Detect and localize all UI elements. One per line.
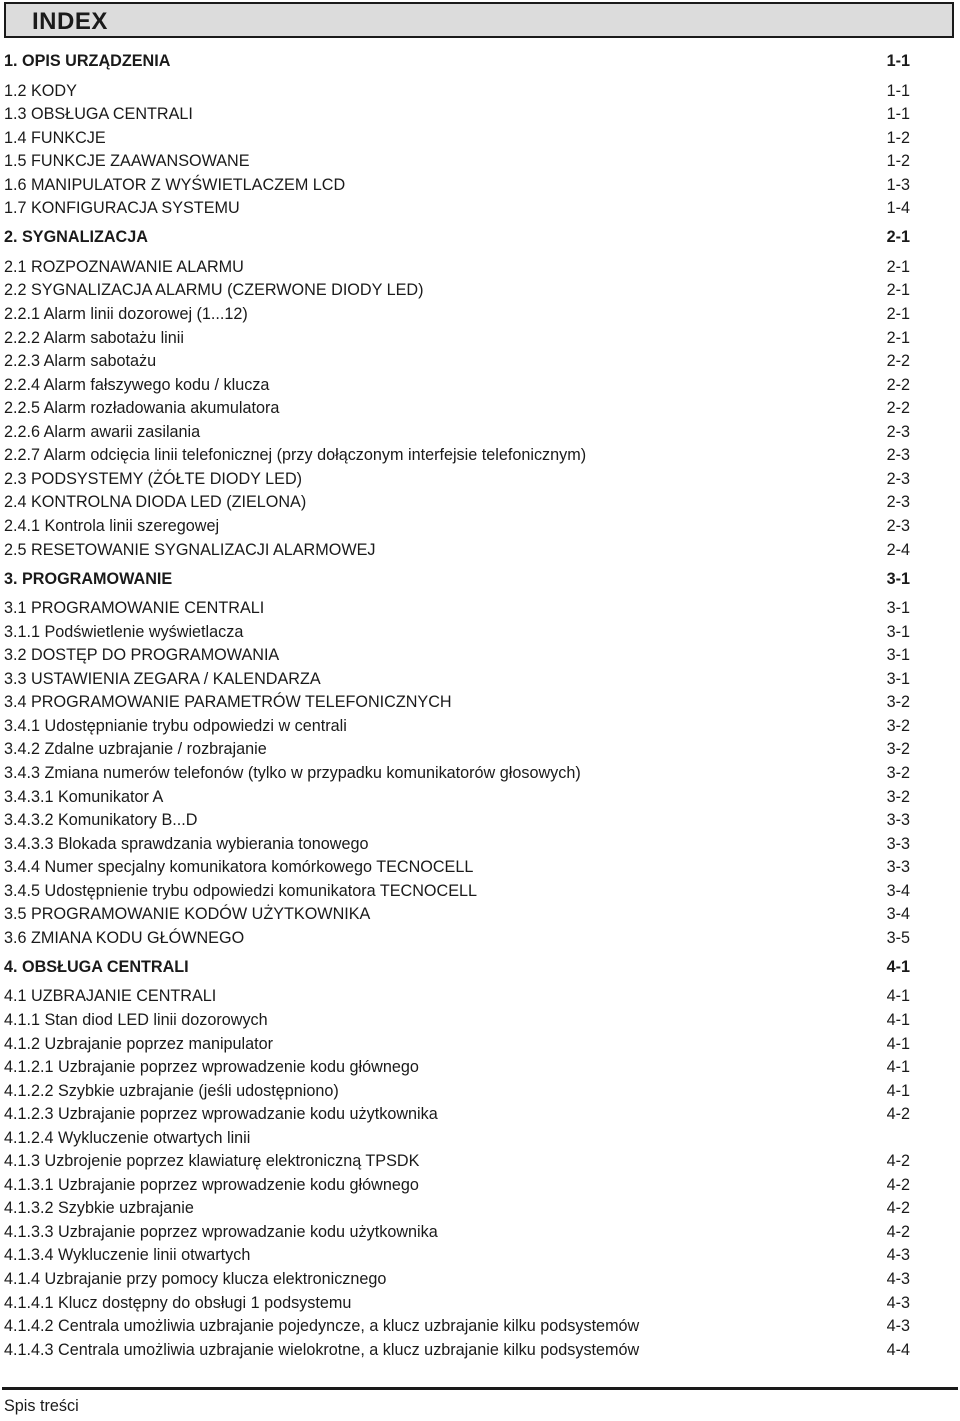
toc-entry-title: 3.1 PROGRAMOWANIE CENTRALI xyxy=(4,599,265,618)
toc-row xyxy=(4,150,910,172)
toc-page-number: 2-3 xyxy=(886,469,910,488)
toc-row xyxy=(4,1150,910,1172)
toc-row xyxy=(4,715,910,737)
toc-row xyxy=(4,1033,910,1055)
toc-page-number: 2-1 xyxy=(886,305,910,323)
toc-page-number: 1-2 xyxy=(886,152,910,171)
toc-row xyxy=(4,174,910,196)
toc-row xyxy=(4,927,910,949)
toc-entry-title: 3. PROGRAMOWANIE xyxy=(4,569,173,588)
toc-page-number: 2-2 xyxy=(886,375,910,394)
toc-row xyxy=(4,597,910,619)
toc-entry-title: 3.4.3.2 Komunikatory B...D xyxy=(4,811,198,830)
toc-row xyxy=(4,1056,910,1078)
toc-page-number: 3-2 xyxy=(886,740,910,759)
toc-entry-title: 3.4 PROGRAMOWANIE PARAMETRÓW TELEFONICZNYCH xyxy=(4,693,452,712)
toc-page-number: 1-1 xyxy=(886,81,910,100)
toc-row xyxy=(4,515,910,537)
toc-page-number: 4-4 xyxy=(886,1340,910,1359)
toc-entry-title: 3.4.5 Udostępnienie trybu odpowiedzi komunikatora TECNOCELL xyxy=(4,881,477,900)
toc-row xyxy=(4,1244,910,1266)
toc-entry-title: 4. OBSŁUGA CENTRALI xyxy=(4,957,189,976)
toc-row xyxy=(4,421,910,443)
toc-entry-title: 4.1.4.2 Centrala umożliwia uzbrajanie pojedyncze, a klucz uzbrajanie kilku podsystemów xyxy=(4,1317,640,1336)
toc-entry-title: 4.1.3.2 Szybkie uzbrajanie xyxy=(4,1199,194,1218)
toc-row xyxy=(4,833,910,855)
toc-row xyxy=(4,127,910,149)
toc-entry-title: 4.1.2.1 Uzbrajanie poprzez wprowadzenie kodu głównego xyxy=(4,1058,419,1077)
toc-row xyxy=(4,691,910,713)
toc-row xyxy=(4,644,910,666)
toc-page-number: 3-2 xyxy=(886,693,910,712)
toc-page-number: 4-1 xyxy=(886,957,910,976)
toc-row xyxy=(4,1127,910,1149)
toc-row xyxy=(4,1268,910,1290)
footer-label: Spis treści xyxy=(4,1397,79,1415)
toc-row xyxy=(4,985,910,1007)
toc-entry-title: 3.4.2 Zdalne uzbrajanie / rozbrajanie xyxy=(4,740,267,759)
toc-entry-title: 2.2 SYGNALIZACJA ALARMU (CZERWONE DIODY LED) xyxy=(4,281,424,300)
toc-entry-title: 2.3 PODSYSTEMY (ŻÓŁTE DIODY LED) xyxy=(4,469,303,488)
toc-page-number: 4-1 xyxy=(886,1081,910,1100)
toc-entry-title: 2.1 ROZPOZNAWANIE ALARMU xyxy=(4,257,244,276)
toc-page-number: 2-1 xyxy=(886,281,910,300)
toc-section-row xyxy=(4,956,910,978)
toc-page-number: 2-1 xyxy=(886,328,910,347)
toc-row xyxy=(4,80,910,102)
toc-entry-title: 1.2 KODY xyxy=(4,81,77,100)
toc-page-number: 2-2 xyxy=(886,352,910,371)
toc-row xyxy=(4,1197,910,1219)
toc-page-number: 4-1 xyxy=(886,1034,910,1053)
toc-entry-title: 4.1.1 Stan diod LED linii dozorowych xyxy=(4,1010,268,1029)
toc-row xyxy=(4,350,910,372)
toc-page-number: 1-1 xyxy=(886,105,910,124)
index-title: INDEX xyxy=(32,8,108,35)
toc-page-number: 2-1 xyxy=(886,257,910,276)
toc-row xyxy=(4,468,910,490)
toc-row xyxy=(4,903,910,925)
toc-page-number: 3-3 xyxy=(886,811,910,830)
toc-page-number: 4-3 xyxy=(886,1246,910,1265)
toc-page-number: 2-2 xyxy=(886,399,910,418)
toc-entry-title: 4.1.3.3 Uzbrajanie poprzez wprowadzanie kodu użytkownika xyxy=(4,1222,438,1241)
toc-entry-title: 4.1.4 Uzbrajanie przy pomocy klucza elektronicznego xyxy=(4,1270,387,1288)
toc-entry-title: 4.1.3 Uzbrojenie poprzez klawiaturę elektroniczną TPSDK xyxy=(4,1152,420,1171)
toc-page-number: 3-1 xyxy=(886,669,910,688)
toc-row xyxy=(4,327,910,349)
toc-entry-title: 1.4 FUNKCJE xyxy=(4,128,106,147)
toc-page-number: 3-4 xyxy=(886,881,910,900)
toc-entry-title: 2.2.6 Alarm awarii zasilania xyxy=(4,422,201,441)
toc-row xyxy=(4,256,910,278)
toc-page-number: 3-2 xyxy=(886,716,910,735)
toc-page-number: 3-4 xyxy=(886,905,910,924)
toc-entry-title: 1.6 MANIPULATOR Z WYŚWIETLACZEM LCD xyxy=(4,175,346,194)
toc-row xyxy=(4,668,910,690)
toc-entry-title: 4.1.3.4 Wykluczenie linii otwartych xyxy=(4,1246,251,1265)
toc-entry-title: 4.1.2.4 Wykluczenie otwartych linii xyxy=(4,1128,251,1147)
toc-page-number: 1-2 xyxy=(886,128,910,147)
toc-entry-title: 4.1.2 Uzbrajanie poprzez manipulator xyxy=(4,1034,274,1053)
toc-row xyxy=(4,397,910,419)
toc-row xyxy=(4,762,910,784)
toc-section-row xyxy=(4,226,910,248)
index-header xyxy=(4,2,954,38)
toc-page-number: 2-3 xyxy=(886,516,910,535)
toc-entry-title: 2. SYGNALIZACJA xyxy=(4,228,148,247)
toc-row xyxy=(4,786,910,808)
toc-section-row xyxy=(4,568,910,590)
toc-page-number: 3-2 xyxy=(886,763,910,782)
toc-page-number: 4-2 xyxy=(886,1222,910,1241)
toc-page-number: 3-1 xyxy=(886,622,910,641)
toc-entry-title: 4.1.4.3 Centrala umożliwia uzbrajanie wielokrotne, a klucz uzbrajanie kilku podsystemów xyxy=(4,1340,640,1359)
toc-page-number: 1-3 xyxy=(886,175,910,194)
toc-page-number: 4-2 xyxy=(886,1199,910,1218)
toc-row xyxy=(4,809,910,831)
toc-entry-title: 3.2 DOSTĘP DO PROGRAMOWANIA xyxy=(4,646,280,665)
toc-row xyxy=(4,374,910,396)
toc-entry-title: 2.2.4 Alarm fałszywego kodu / klucza xyxy=(4,375,270,394)
toc-entry-title: 3.4.4 Numer specjalny komunikatora komórkowego TECNOCELL xyxy=(4,858,474,877)
toc-row xyxy=(4,1080,910,1102)
toc-entry-title: 2.2.3 Alarm sabotażu xyxy=(4,352,157,371)
toc-entry-title: 4.1 UZBRAJANIE CENTRALI xyxy=(4,987,217,1006)
toc-row xyxy=(4,539,910,561)
toc-page-number: 3-1 xyxy=(886,646,910,665)
toc-page-number: 4-1 xyxy=(886,1058,910,1077)
toc-row xyxy=(4,1315,910,1337)
toc-page-number: 3-2 xyxy=(886,787,910,806)
toc-entry-title: 3.4.3.3 Blokada sprawdzania wybierania tonowego xyxy=(4,834,369,853)
toc-row xyxy=(4,1292,910,1314)
toc-row xyxy=(4,1174,910,1196)
toc-entry-title: 4.1.2.3 Uzbrajanie poprzez wprowadzanie kodu użytkownika xyxy=(4,1105,438,1124)
toc-row xyxy=(4,303,910,325)
toc-row xyxy=(4,738,910,760)
toc-row xyxy=(4,1103,910,1125)
toc-row xyxy=(4,444,910,466)
toc-entry-title: 2.2.2 Alarm sabotażu linii xyxy=(4,328,184,347)
toc-entry-title: 2.5 RESETOWANIE SYGNALIZACJI ALARMOWEJ xyxy=(4,540,376,559)
toc-entry-title: 3.4.3 Zmiana numerów telefonów (tylko w przypadku komunikatorów głosowych) xyxy=(4,763,581,782)
toc-page-number: 3-1 xyxy=(886,599,910,618)
toc-row xyxy=(4,621,910,643)
toc-entry-title: 1.5 FUNKCJE ZAAWANSOWANE xyxy=(4,152,250,171)
toc-row xyxy=(4,1009,910,1031)
toc-page-number: 3-3 xyxy=(886,858,910,877)
toc-page-number: 4-3 xyxy=(886,1317,910,1336)
toc-row xyxy=(4,1221,910,1243)
toc-page-number: 2-3 xyxy=(886,422,910,441)
toc-page-number: 3-1 xyxy=(886,569,910,588)
toc-page-number: 4-1 xyxy=(886,1010,910,1029)
toc-page-number: 1-4 xyxy=(886,199,910,218)
toc-row xyxy=(4,279,910,301)
toc-row xyxy=(4,103,910,125)
toc-entry-title: 3.4.3.1 Komunikator A xyxy=(4,787,164,806)
toc-entry-title: 2.4 KONTROLNA DIODA LED (ZIELONA) xyxy=(4,493,307,512)
toc-page-number: 4-1 xyxy=(886,987,910,1006)
toc-entry-title: 1. OPIS URZĄDZENIA xyxy=(4,52,171,70)
toc-entry-title: 4.1.3.1 Uzbrajanie poprzez wprowadzenie kodu głównego xyxy=(4,1175,419,1194)
toc-entry-title: 3.5 PROGRAMOWANIE KODÓW UŻYTKOWNIKA xyxy=(4,905,371,924)
toc-entry-title: 2.2.7 Alarm odcięcia linii telefonicznej (przy dołączonym interfejsie telefonicznym) xyxy=(4,446,587,465)
toc-page-number: 4-2 xyxy=(886,1152,910,1171)
toc-entry-title: 3.4.1 Udostępnianie trybu odpowiedzi w centrali xyxy=(4,716,347,735)
footer-divider xyxy=(2,1387,958,1390)
toc-page-number: 4-3 xyxy=(886,1270,910,1288)
toc-page-number: 2-3 xyxy=(886,493,910,512)
toc-entry-title: 3.3 USTAWIENIA ZEGARA / KALENDARZA xyxy=(4,669,321,688)
toc-page-number: 2-3 xyxy=(886,446,910,465)
toc-page-number: 4-2 xyxy=(886,1175,910,1194)
toc-entry-title: 1.3 OBSŁUGA CENTRALI xyxy=(4,105,193,124)
toc-entry-title: 2.2.5 Alarm rozładowania akumulatora xyxy=(4,399,280,418)
toc-row xyxy=(4,880,910,902)
toc-page-number: 4-3 xyxy=(886,1293,910,1312)
toc-row xyxy=(4,197,910,219)
toc-page-number: 1-1 xyxy=(886,52,910,70)
toc-row xyxy=(4,856,910,878)
toc-entry-title: 2.4.1 Kontrola linii szeregowej xyxy=(4,516,220,535)
toc-page-number: 2-4 xyxy=(886,540,910,559)
toc-entry-title: 4.1.2.2 Szybkie uzbrajanie (jeśli udostępniono) xyxy=(4,1081,339,1100)
toc-page-number: 2-1 xyxy=(886,228,910,247)
toc-section-row xyxy=(4,50,910,72)
toc-page-number: 3-5 xyxy=(886,928,910,947)
toc-row xyxy=(4,491,910,513)
toc-entry-title: 3.1.1 Podświetlenie wyświetlacza xyxy=(4,622,244,641)
toc-page-number: 3-3 xyxy=(886,834,910,853)
toc-row xyxy=(4,1339,910,1361)
toc-page-number: 4-2 xyxy=(886,1105,910,1124)
toc-entry-title: 3.6 ZMIANA KODU GŁÓWNEGO xyxy=(4,928,245,947)
toc-entry-title: 1.7 KONFIGURACJA SYSTEMU xyxy=(4,199,240,218)
toc-entry-title: 4.1.4.1 Klucz dostępny do obsługi 1 podsystemu xyxy=(4,1293,352,1312)
toc-entry-title: 2.2.1 Alarm linii dozorowej (1...12) xyxy=(4,305,248,323)
